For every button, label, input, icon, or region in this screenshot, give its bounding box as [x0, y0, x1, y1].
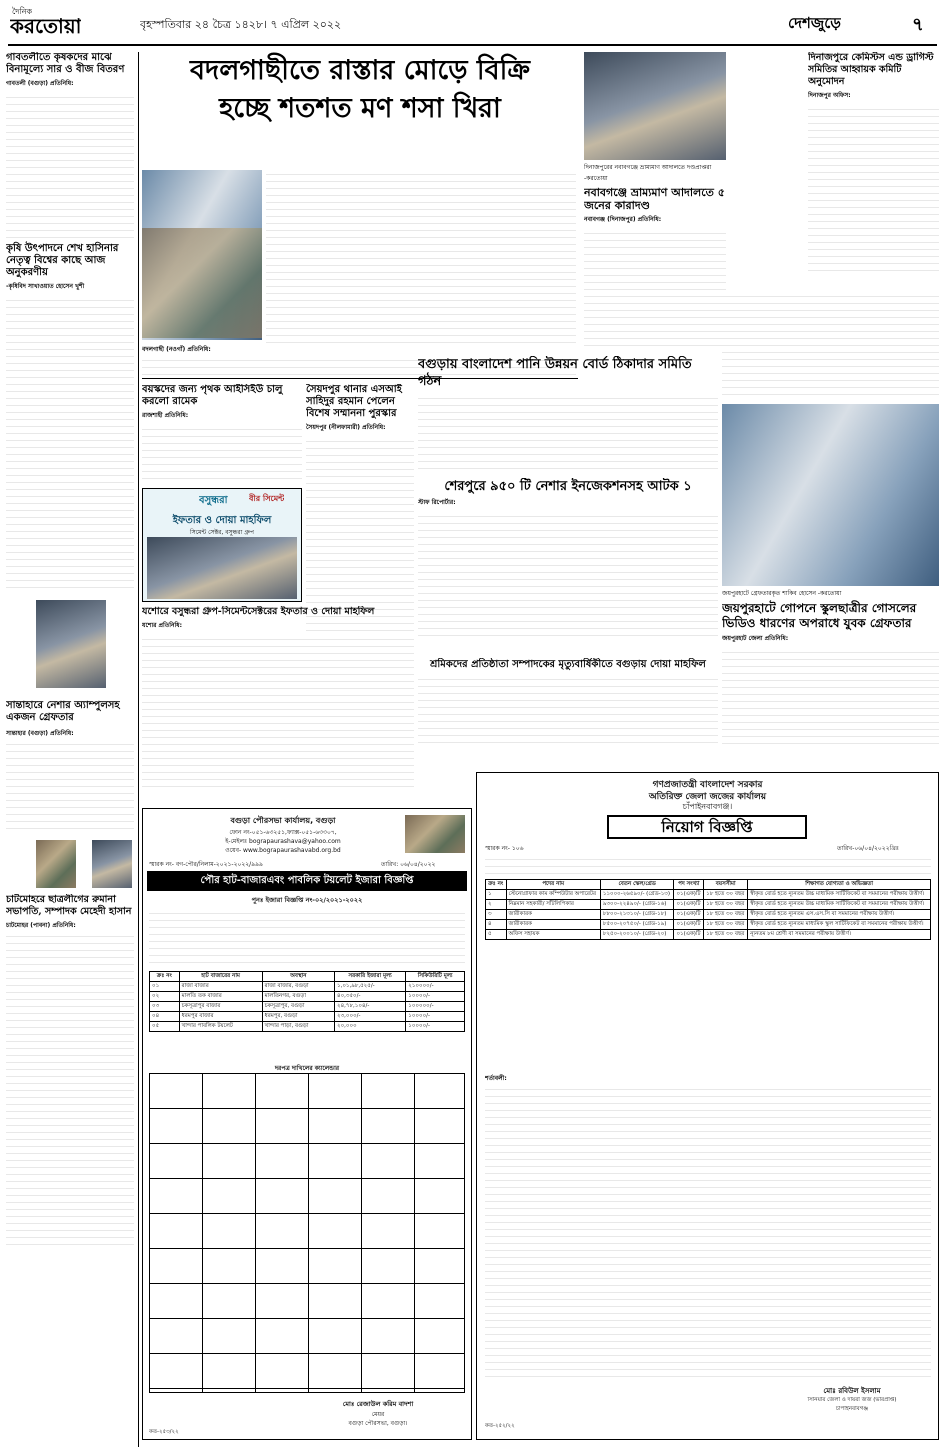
tender-table-cell: ০৩: [150, 1002, 180, 1012]
story-krishi-headline: কৃষি উৎপাদনে শেখ হাসিনার নেতৃত্ব বিশ্বের কাছে আজ অনুকরণীয়: [6, 243, 119, 278]
tender-table-header-3: সরকারি ইজারা মূল্য: [335, 972, 406, 982]
chemists-body-cont: [722, 290, 939, 400]
tender-code: কত-২৫৩/২২: [149, 1429, 179, 1435]
joypurhat-body: [722, 646, 939, 744]
recruit-signer: মোঃ রবিউল ইসলাম: [823, 1387, 881, 1395]
iftar-event-photo: [147, 537, 297, 599]
recruit-table-row: [486, 930, 931, 940]
recruit-table-row: [486, 900, 931, 910]
recruit-table-header-3: পদ সংখ্যা: [674, 880, 704, 890]
nababganj-body: [584, 227, 726, 349]
tender-table-cell: ০৫: [150, 1022, 180, 1032]
tender-table-header-0: ক্রঃ নং: [150, 972, 180, 982]
recruit-memo: স্মারক নং- ১০৬: [485, 845, 524, 852]
story-santahar-byline: সান্তাহার (বগুড়া) প্রতিনিধি:: [6, 730, 74, 737]
lead-story: [142, 52, 578, 376]
recruit-table-cell: ৯৩০০-২২৪৯০/- (গ্রেড-১৬): [600, 900, 674, 910]
tender-table-header-4: সিকিউরিটি মূল্য: [406, 972, 465, 982]
sherpur-byline: স্টাফ রিপোর্টার:: [418, 499, 456, 506]
photo-mehedi: [92, 840, 132, 888]
joypurhat-byline: জয়পুরহাট জেলা প্রতিনিধি:: [722, 635, 789, 642]
recruit-signer-title: সিনিয়ার জেলা ও দায়রা জজ (ভারপ্রাপ্ত): [807, 1397, 897, 1403]
tender-table-row: [150, 1012, 465, 1022]
recruit-table-cell: জারীকারক: [506, 910, 600, 920]
workers-headline: শ্রমিকদের প্রতিষ্ঠাতা সম্পাদকের মৃত্যুবার্ষিকীতে বগুড়ায় দোয়া মাহফিল: [430, 659, 706, 670]
tender-table-cell: খান্দার পাবলিক টয়লেট: [179, 1022, 262, 1032]
joypurhat-headline: জয়পুরহাটে গোপনে স্কুলছাত্রীর গোসলের ভিডিও ধারণের অপরাধে যুবক গ্রেফতার: [722, 601, 917, 630]
story-workers-dua: [418, 658, 718, 766]
page-number: ৭: [912, 14, 924, 35]
tender-table-cell: ১০০০০/-: [406, 992, 465, 1002]
tender-signer: মোঃ রেজাউল করিম বাদশা: [342, 1400, 414, 1408]
tender-date: তারিখ: ০৬/০৪/২০২২: [381, 861, 436, 868]
ad-iftar-title: ইফতার ও দোয়া মাহফিল: [172, 515, 272, 526]
recruit-table-cell: ৩: [486, 910, 507, 920]
tender-table-cell: ০২: [150, 992, 180, 1002]
sherpur-headline: শেরপুরে ৯৫০ টি নেশার ইনজেকশনসহ আটক ১: [444, 479, 692, 494]
chemists-headline: দিনাজপুরে কেমিস্টস এন্ড ড্রাগিস্ট সমিতির আহ্বায়ক কমিটি অনুমোদন: [808, 52, 934, 87]
tender-table-row: [150, 1002, 465, 1012]
tender-subtitle: পুনঃ ইজারা বিজ্ঞপ্তি নং-০২/২০২১-২০২২: [251, 896, 363, 904]
recruit-table-cell: ২: [486, 900, 507, 910]
lead-byline: বদলগাছী (নওগাঁ) প্রতিনিধি:: [142, 346, 211, 353]
photo-convicted-men: [584, 52, 726, 160]
photo-arrested-man: [36, 600, 106, 688]
rameq-headline: বয়স্কদের জন্য পৃথক আইসিইউ চালু করলো রামেক: [142, 384, 283, 407]
jessore-body: [142, 633, 414, 793]
jessore-headline: যশোরে বসুন্ধরা গ্রুপ-সিমেন্টসেক্টরের ইফতার ও দোয়া মাহফিল: [142, 606, 375, 617]
recruit-table-cell: ০১(এক)টি: [674, 900, 704, 910]
story-rameq-icu: [142, 384, 302, 486]
story-gabtoli-headline: গাবতলীতে কৃষকদের মাঝে বিনামূল্যে সার ও বীজ বিতরণ: [6, 52, 125, 75]
recruit-terms-title: শর্তাবলী:: [485, 1075, 507, 1082]
tender-table-header-1: হাট বাজারের নাম: [179, 972, 262, 982]
recruit-table-cell: অফিস সহায়ক: [506, 930, 600, 940]
recruit-table-cell: ৮২৫০-২০০১০/- (গ্রেড-২০): [600, 930, 674, 940]
masthead: [0, 0, 945, 48]
story-bogura-water-board: [418, 356, 718, 474]
recruit-table-row: [486, 920, 931, 930]
tender-phone: ফোন নং-০৫১-৬৩২৫১,ফ্যাক্স-০৫১-৬৩৩০৭,: [229, 829, 337, 836]
tender-table-row: [150, 1022, 465, 1032]
lead-headline-line1: বদলগাছীতে রাস্তার মোড়ে বিক্রি: [190, 55, 530, 86]
recruit-table-header-1: পদের নাম: [506, 880, 600, 890]
recruit-table-cell: ৫: [486, 930, 507, 940]
tender-table-row: [150, 982, 465, 992]
recruit-table-row: [486, 890, 931, 900]
tender-table-cell: ২০,০০০: [335, 1022, 406, 1032]
tender-title: পৌর হাট-বাজারএবং পাবলিক টয়লেট ইজারা বিজ্ঞপ্তি: [200, 875, 414, 886]
chemists-byline: দিনাজপুর অফিস:: [808, 92, 851, 99]
saidpur-byline: সৈয়দপুর (নীলফামারী) প্রতিনিধি:: [306, 424, 386, 431]
nababganj-byline: নবাবগঞ্জ (দিনাজপুর) প্রতিনিধি:: [584, 216, 662, 223]
tender-market-table: [149, 971, 465, 1032]
tender-table-cell: ১০০০০০/-: [406, 1002, 465, 1012]
column-left: [6, 52, 134, 1447]
recruit-table-cell: ১১০০০-২৬৫৯০/- (গ্রেড-১৩): [600, 890, 674, 900]
recruit-table-header-0: ক্রঃ নং: [486, 880, 507, 890]
tender-table-cell: ১০০০০/-: [406, 1012, 465, 1022]
recruit-govt: গণপ্রজাতন্ত্রী বাংলাদেশ সরকার: [652, 780, 763, 790]
tender-table-cell: চকসূত্রাপুর, বগুড়া: [262, 1002, 334, 1012]
jessore-byline: যশোর প্রতিনিধি:: [142, 622, 183, 629]
story-nababganj: [584, 52, 726, 352]
story-gabtoli-body: [6, 91, 134, 239]
recruit-terms-body: [485, 1083, 931, 1379]
iftar-banner-ad: [142, 488, 302, 602]
recruit-table-cell: ৪: [486, 920, 507, 930]
joypurhat-photo-caption: জয়পুরহাটে গ্রেফতারকৃত শাকিব হোসেন -করতোয়া: [722, 590, 842, 597]
recruit-table-cell: স্বীকৃত বোর্ড হতে ন্যূনতম উচ্চ মাধ্যমিক সার্টিফিকেট বা সমমানের পরীক্ষায় উত্তীর্ণ।: [748, 900, 931, 910]
recruit-table-cell: ০১(এক)টি: [674, 920, 704, 930]
recruit-table-cell: ১৮ হতে ৩০ বছর: [704, 930, 748, 940]
recruit-table-cell: ০১(এক)টি: [674, 930, 704, 940]
tender-table-cell: ২৩,০০০/-: [335, 1012, 406, 1022]
lead-photo-cucumbers: [142, 228, 262, 338]
section-label: দেশজুড়ে: [788, 14, 841, 32]
recruit-table-cell: ৮৮০০-২১৩১০/- (গ্রেড-১৮): [600, 910, 674, 920]
recruit-table-cell: ০১(এক)টি: [674, 890, 704, 900]
tender-title-band: [147, 871, 467, 891]
recruit-table-cell: স্বীকৃত বোর্ড হতে ন্যূনতম এস.এস.সি বা সমমানের পরীক্ষায় উত্তীর্ণ।: [748, 910, 931, 920]
recruit-table-cell: ১৮ হতে ৩০ বছর: [704, 900, 748, 910]
recruit-district: চাঁপাইনবাবগঞ্জ।: [682, 802, 733, 811]
nababganj-photo-caption: দিনাজপুরের নবাবগঞ্জে ভ্রাম্যমাণ আদালতে দণ্ডপ্রাপ্তরা -করতোয়া: [584, 164, 712, 182]
story-sherpur-injection: [418, 478, 718, 654]
water-board-headline: বগুড়ায় বাংলাদেশ পানি উন্নয়ন বোর্ড ঠিকাদার সমিতি গঠন: [418, 357, 692, 389]
tender-table-cell: ০৪: [150, 1012, 180, 1022]
story-chatmohar-headline: চাটমোহরে ছাত্রলীগের রুমানা সভাপতি, সম্পাদক মেহেদী হাসান: [6, 894, 132, 917]
water-board-body: [418, 392, 718, 470]
tender-table-cell: ২১০০০০/-: [406, 982, 465, 992]
recruit-table-header-5: শিক্ষাগত যোগ্যতা ও অভিজ্ঞতা: [748, 880, 931, 890]
recruit-table-cell: জারীকারক: [506, 920, 600, 930]
rameq-byline: রাজশাহী প্রতিনিধি:: [142, 412, 189, 419]
recruit-table-header-2: বেতন স্কেল/গ্রেড: [600, 880, 674, 890]
recruit-table-cell: ৮৫০০-২০৭৫০/- (গ্রেড-১৯): [600, 920, 674, 930]
recruit-table-cell: ১৮ হতে ৩০ বছর: [704, 920, 748, 930]
tender-body: [149, 907, 465, 965]
recruit-table-cell: নিম্নমান সহকারী/ সাঁটলিপিকার: [506, 900, 600, 910]
tender-table-cell: ১০০০০/-: [406, 1022, 465, 1032]
workers-body: [418, 673, 718, 747]
tender-table-cell: ২৪,৭৮,১০৪/-: [335, 1002, 406, 1012]
recruit-office: অতিরিক্ত জেলা জজের কার্যালয়: [648, 792, 767, 802]
recruitment-ad: [476, 772, 939, 1440]
tender-memo: স্মারক নং- বগ-পৌর/নিলাম-২০২১-২০২২/৯৯৯: [149, 861, 263, 868]
recruit-signer-org: চাঁপাইনবাবগঞ্জ: [835, 1406, 869, 1412]
tender-table-cell: মালতিনগর, বগুড়া: [262, 992, 334, 1002]
story-jessore-iftar: [142, 606, 414, 802]
recruit-intro: [485, 853, 931, 875]
tender-table-cell: ধরমপুর, বগুড়া: [262, 1012, 334, 1022]
recruit-title-box: [607, 815, 807, 839]
recruit-table-cell: স্বীকৃত বোর্ড হতে ন্যূনতম উচ্চ মাধ্যমিক সার্টিফিকেট বা সমমানের পরীক্ষায় উত্তীর্ণ।: [748, 890, 931, 900]
recruit-title: নিয়োগ বিজ্ঞপ্তি: [661, 818, 753, 836]
lead-body: [266, 168, 576, 344]
tender-signer-title: মেয়র: [371, 1411, 385, 1418]
tender-table-cell: মালতি তক বাজার: [179, 992, 262, 1002]
recruit-table-cell: ১: [486, 890, 507, 900]
date-line: বৃহস্পতিবার ২৪ চৈত্র ১৪২৮। ৭ এপ্রিল ২০২২: [140, 18, 342, 31]
tender-table-cell: রাজা বাজার, বগুড়া: [262, 982, 334, 992]
sherpur-body: [418, 510, 718, 640]
recruit-table-cell: স্টেনোগ্রাফার কাম কম্পিউটার অপারেটর: [506, 890, 600, 900]
ad-brand-basundhara: বসুন্ধরা: [199, 495, 228, 506]
story-krishi-byline: -কৃষিবিদ সাখাওয়াত হোসেন খুশী: [6, 283, 85, 290]
tender-table-cell: ০১: [150, 982, 180, 992]
recruit-code: কত-২৫২/২২: [485, 1423, 515, 1429]
recruit-table-cell: ০১(এক)টি: [674, 910, 704, 920]
tender-schedule-grid: [149, 1073, 465, 1393]
tender-table-row: [150, 992, 465, 1002]
rameq-body: [142, 423, 302, 483]
column-divider: [138, 52, 139, 1447]
recruit-table-cell: ১৮ হতে ৩০ বছর: [704, 910, 748, 920]
photo-arrested-shakib: [722, 404, 939, 586]
tender-web: ওয়েব- www.bograpaurashavabd.org.bd: [225, 847, 341, 854]
masthead-rule: [8, 44, 937, 46]
paper-name: করতোয়া: [10, 14, 82, 38]
recruit-table-cell: ন্যূনতম ৮ম শ্রেণী বা সমমানের পরীক্ষায় উত্তীর্ণ।: [748, 930, 931, 940]
ad-brand-bir: বীর সিমেন্ট: [249, 493, 285, 503]
tender-logo-portrait: [405, 815, 465, 853]
tender-table-cell: ১,০১,৯৮,৫২৫/-: [335, 982, 406, 992]
recruit-table-header-4: বয়সসীমা: [704, 880, 748, 890]
recruit-table-cell: ১৮ হতে ৩০ বছর: [704, 890, 748, 900]
chemists-body: [808, 103, 939, 271]
recruit-post-table: [485, 879, 931, 940]
tender-email: ই-মেইলঃ bograpaurashava@yahoo.com: [225, 838, 341, 845]
tender-table-cell: ধরমপুর বাজার: [179, 1012, 262, 1022]
tender-table-cell: রাজা বাজার: [179, 982, 262, 992]
paper-small-label: দৈনিক: [12, 7, 33, 16]
nababganj-headline: নবাবগঞ্জে ভ্রাম্যমাণ আদালতে ৫ জনের কারাদণ্ড: [584, 186, 725, 212]
story-chatmohar-body: [6, 930, 134, 1250]
story-krishi-body: [6, 294, 134, 594]
story-santahar-body: [6, 738, 134, 830]
tender-org: বগুড়া পৌরসভা কার্যালয়, বগুড়া: [230, 816, 336, 825]
tender-table-cell: ৪০,৩৫০/-: [335, 992, 406, 1002]
recruit-date: তারিখ-০৬/০৪/২০২২খ্রিঃ: [837, 845, 899, 852]
saidpur-headline: সৈয়দপুর থানার এসআই সাহিদুর রহমান পেলেন বিশেষ সম্মাননা পুরস্কার: [306, 384, 402, 419]
recruit-table-cell: স্বীকৃত বোর্ড হতে ন্যূনতম মাধ্যমিক স্কুল সার্টিফিকেট বা সমমানের পরীক্ষায় উত্তীর্ণ।: [748, 920, 931, 930]
tender-ad: [142, 808, 472, 1440]
story-santahar-headline: সান্তাহারে নেশার অ্যাম্পুলসহ একজন গ্রেফতার: [6, 700, 120, 723]
story-chatmohar-byline: চাটমোহর (পাবনা) প্রতিনিধি:: [6, 922, 76, 929]
tender-schedule-title: দরপত্র দাখিলের ক্যালেন্ডার: [274, 1065, 340, 1072]
tender-signer-org: বগুড়া পৌরসভা, বগুড়া।: [348, 1420, 408, 1427]
story-joypurhat: [722, 290, 939, 768]
recruit-table-row: [486, 910, 931, 920]
story-dinajpur-chemists: [808, 52, 939, 284]
tender-table-cell: চকসূত্রাপুর বাজার: [179, 1002, 262, 1012]
lead-headline-line2: হচ্ছে শতশত মণ শসা খিরা: [219, 93, 501, 124]
ad-iftar-venue: সিমেন্ট সেক্টর, বসুন্ধরা গ্রুপ: [190, 529, 254, 536]
tender-table-cell: খান্দার পাড়া, বগুড়া: [262, 1022, 334, 1032]
story-gabtoli-byline: গাবতলী (বগুড়া) প্রতিনিধি:: [6, 80, 74, 87]
photo-rumana: [36, 840, 76, 888]
tender-table-header-2: অবস্থান: [262, 972, 334, 982]
